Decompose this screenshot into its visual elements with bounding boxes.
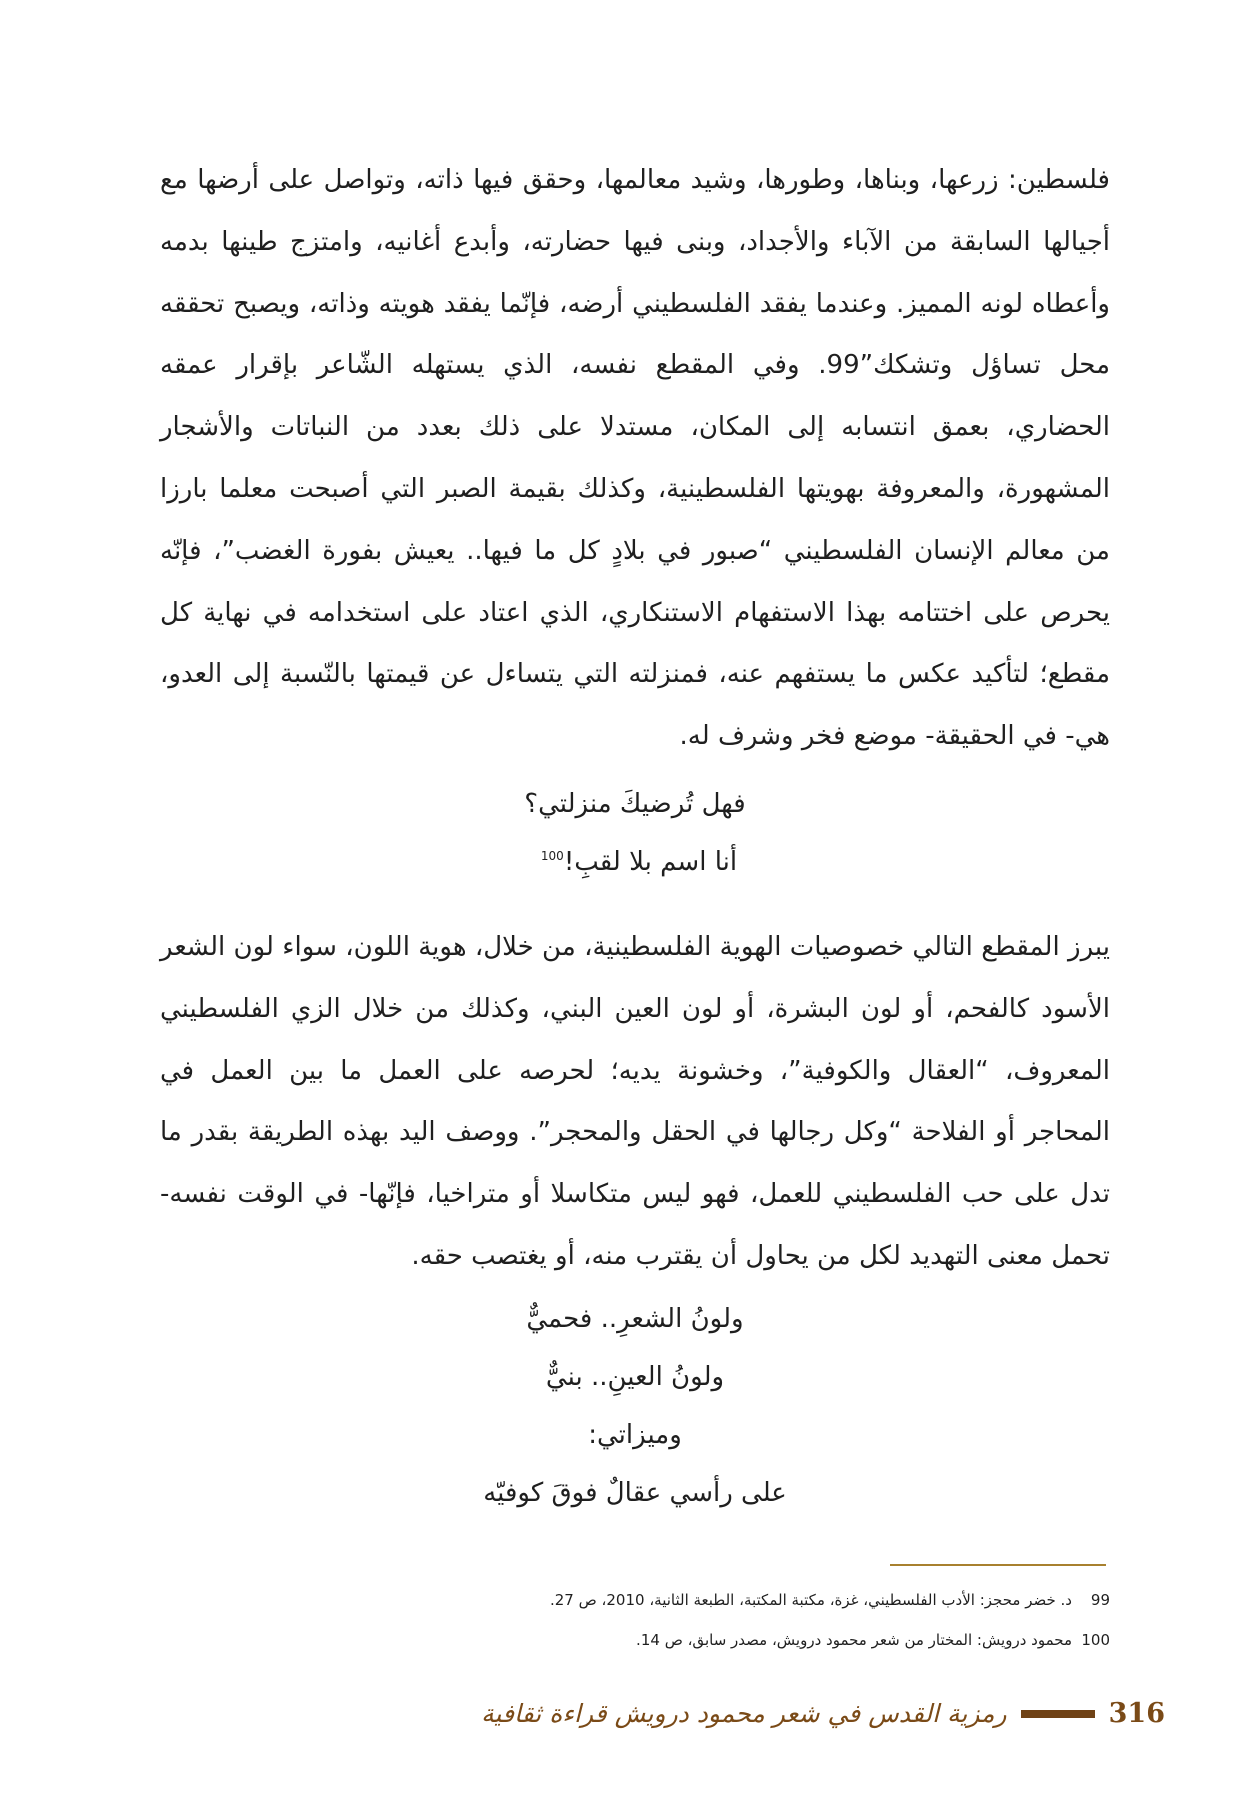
footnote-number: 100 xyxy=(1081,1631,1110,1649)
footnote-text: د. خضر محجز: الأدب الفلسطيني، غزة، مكتبة المكتبة، الطبعة الثانية، 2010، ص 27. xyxy=(549,1591,1072,1609)
body-paragraph-2: يبرز المقطع التالي خصوصيات الهوية الفلسطينية، من خلال، هوية اللون، سواء لون الشعر الأسود كالفحم، أو لون البشرة، أو لون العين البني، وكذلك من خلال الزي الفلسطيني المعروف، “العقال والكوفية”، وخشونة يديه؛ لحرصه على العمل ما بين العمل في المحاجر أو الفلاحة “وكل رجالها في الحقل والمحجر”. ووصف اليد بهذه الطريقة بقدر ما تدل على حب الفلسطيني للعمل، فهو ليس متكاسلا أو متراخيا، فإنّها- في الوقت نفسه- تحمل معنى التهديد لكل من يحاول أن يقترب منه، أو يغتصب حقه. xyxy=(160,932,1110,1271)
verse-block-2 xyxy=(160,1290,1110,1522)
footnote-reference: 100 xyxy=(540,849,564,864)
footnote-number: 99 xyxy=(1090,1591,1110,1609)
verse-line: ولونُ العينِ.. بنيٌّ xyxy=(545,1362,725,1392)
body-paragraph-1: فلسطين: زرعها، وبناها، وطورها، وشيد معالمها، وحقق فيها ذاته، وتواصل على أرضها مع أجيالها السابقة من الآباء والأجداد، وبنى فيها حضارته، وأبدع أغانيه، وامتزج طينها بدمه وأعطاه لونه المميز. وعندما يفقد الفلسطيني أرضه، فإنّما يفقد هويته وذاته، ويصبح تحققه محل تساؤل وتشكك”99. وفي المقطع نفسه، الذي يستهله الشّاعر بإقرار عمقه الحضاري، بعمق انتسابه إلى المكان، مستدلا على ذلك بعدد من النباتات والأشجار المشهورة، والمعروفة بهويتها الفلسطينية، وكذلك بقيمة الصبر التي أصبحت معلما بارزا من معالم الإنسان الفلسطيني “صبور في بلادٍ كل ما فيها.. يعيش بفورة الغضب”، فإنّه يحرص على اختتامه بهذا الاستفهام الاستنكاري، الذي اعتاد على استخدامه في نهاية كل مقطع؛ لتأكيد عكس ما يستفهم عنه، فمنزلته التي يتساءل عن قيمتها بالنّسبة إلى العدو، هي- في الحقيقة- موضع فخر وشرف له. xyxy=(160,165,1110,752)
running-footer xyxy=(481,1698,1165,1729)
verse-line: فهل تُرضيكَ منزلتي؟ xyxy=(524,789,746,819)
footnote-text: محمود درويش: المختار من شعر محمود درويش، مصدر سابق، ص 14. xyxy=(636,1631,1072,1649)
book-title: رمزية القدس في شعر محمود درويش قراءة ثقافية xyxy=(481,1699,1007,1728)
footnotes xyxy=(160,1580,1110,1660)
verse-line: على رأسي عقالٌ فوقَ كوفيّه xyxy=(483,1478,787,1508)
verse-line-text: أنا اسم بلا لقبِ! xyxy=(563,847,738,877)
footnote-item xyxy=(160,1620,1110,1660)
verse-line: وميزاتي: xyxy=(588,1420,682,1450)
verse-line-with-ref xyxy=(160,833,1110,891)
footer-bar xyxy=(1021,1710,1095,1718)
footnote-divider xyxy=(890,1564,1106,1566)
verse-block-1 xyxy=(160,775,1110,891)
footnote-item xyxy=(160,1580,1110,1620)
verse-line: ولونُ الشعرِ.. فحميٌّ xyxy=(526,1304,744,1334)
page-number: 316 xyxy=(1108,1698,1165,1729)
